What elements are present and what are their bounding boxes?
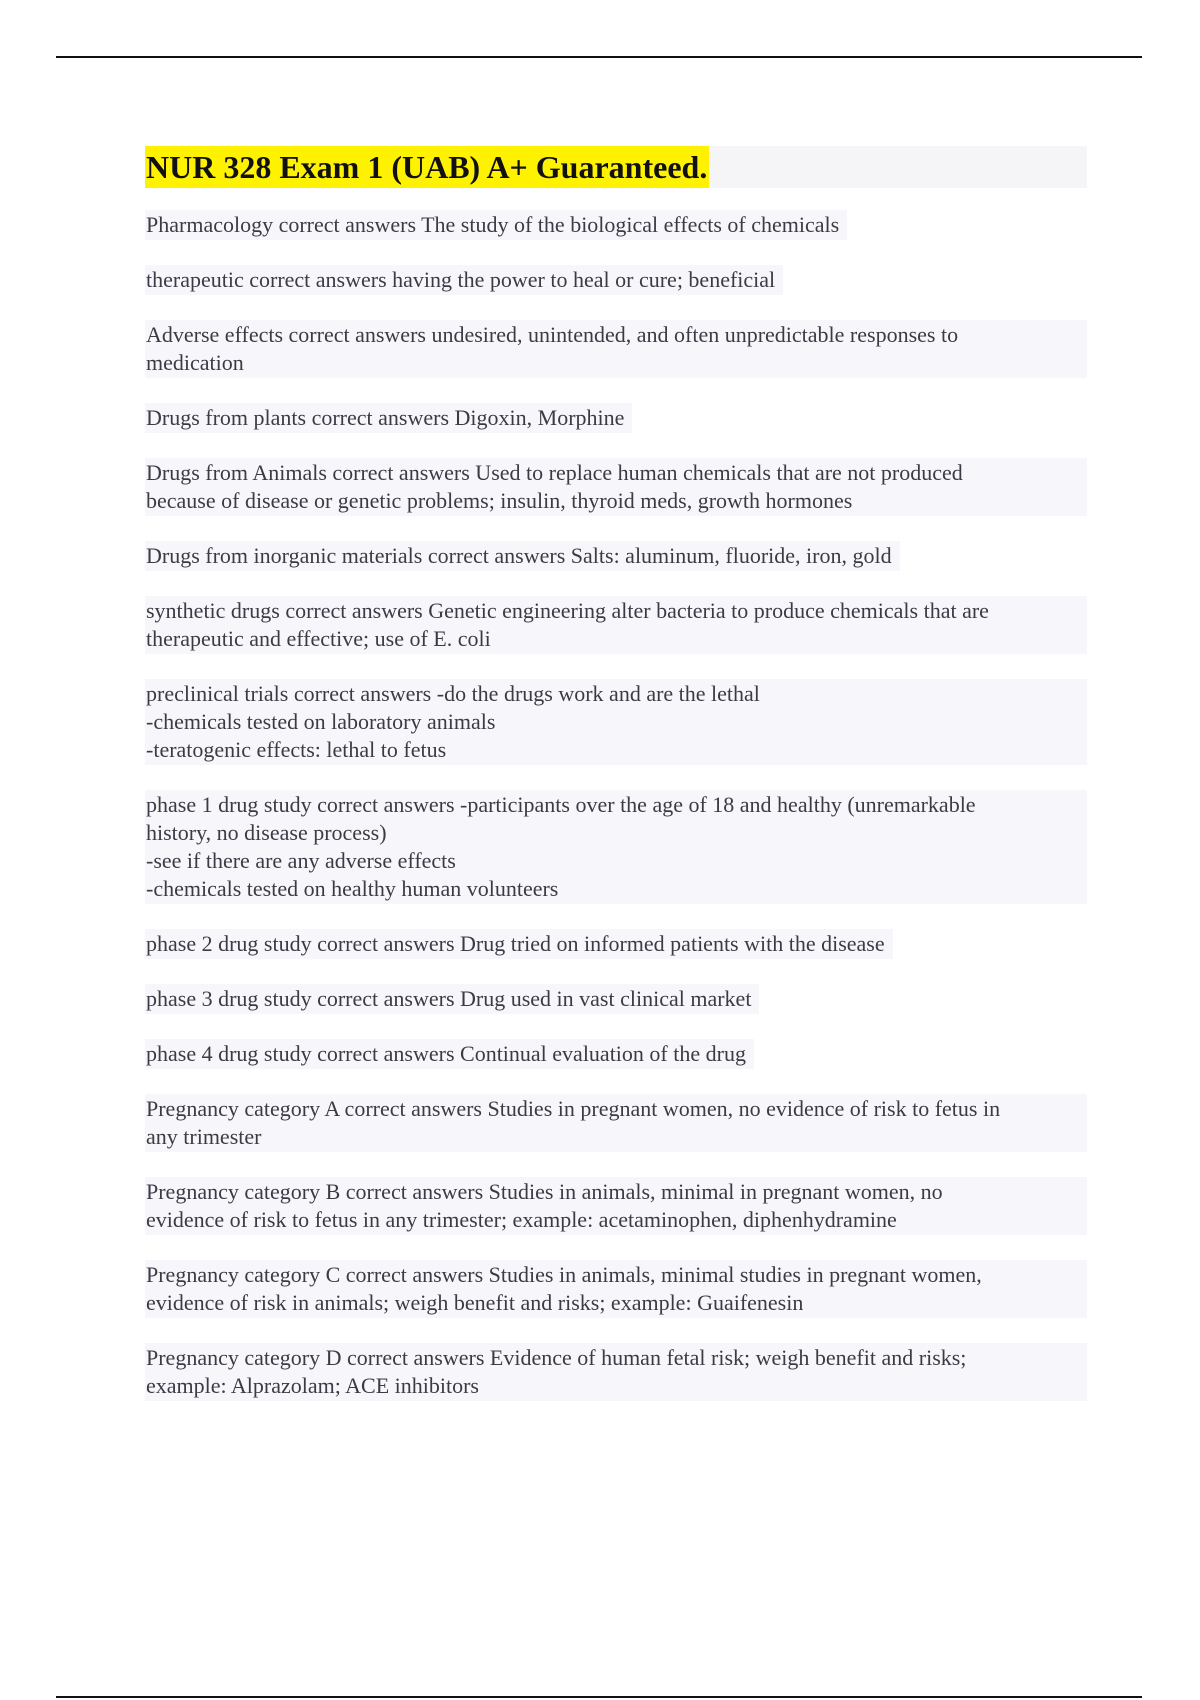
entry-item — [145, 1039, 1087, 1094]
entry-line: phase 3 drug study correct answers Drug used in vast clinical market — [146, 986, 752, 1011]
entry-line: Pregnancy category A correct answers Studies in pregnant women, no evidence of risk to fetus in — [146, 1096, 1001, 1121]
entry-text — [145, 596, 1087, 654]
entry-text — [145, 679, 1087, 765]
entry-line: Pregnancy category B correct answers Studies in animals, minimal in pregnant women, no — [146, 1179, 943, 1204]
entry-line: evidence of risk in animals; weigh benefit and risks; example: Guaifenesin — [146, 1290, 804, 1315]
entry-line: -see if there are any adverse effects — [146, 848, 456, 873]
entry-text — [145, 1260, 1087, 1318]
entry-item — [145, 1094, 1087, 1177]
entry-text — [145, 984, 759, 1014]
entry-line: Pregnancy category C correct answers Studies in animals, minimal studies in pregnant women, — [146, 1262, 982, 1287]
entry-item — [145, 929, 1087, 984]
entry-list — [145, 210, 1087, 1426]
entry-item — [145, 210, 1087, 265]
entry-text — [145, 1343, 1087, 1401]
entry-text — [145, 541, 900, 571]
entry-line: any trimester — [146, 1124, 262, 1149]
entry-text — [145, 458, 1087, 516]
entry-line: Pregnancy category D correct answers Evidence of human fetal risk; weigh benefit and risks; — [146, 1345, 967, 1370]
top-rule — [56, 56, 1142, 58]
entry-item — [145, 790, 1087, 929]
entry-text — [145, 1177, 1087, 1235]
title-band — [145, 146, 1087, 188]
entry-item — [145, 1343, 1087, 1426]
entry-line: -teratogenic effects: lethal to fetus — [146, 737, 447, 762]
entry-line: synthetic drugs correct answers Genetic engineering alter bacteria to produce chemicals that are — [146, 598, 989, 623]
entry-line: medication — [146, 350, 244, 375]
entry-line: preclinical trials correct answers -do the drugs work and are the lethal — [146, 681, 760, 706]
entry-line: -chemicals tested on laboratory animals — [146, 709, 496, 734]
document-body — [145, 146, 1087, 1426]
entry-item — [145, 265, 1087, 320]
entry-item — [145, 320, 1087, 403]
entry-line: therapeutic and effective; use of E. coli — [146, 626, 491, 651]
entry-item — [145, 541, 1087, 596]
entry-item — [145, 403, 1087, 458]
entry-item — [145, 458, 1087, 541]
entry-line: evidence of risk to fetus in any trimester; example: acetaminophen, diphenhydramine — [146, 1207, 897, 1232]
entry-line: history, no disease process) — [146, 820, 387, 845]
entry-line: because of disease or genetic problems; insulin, thyroid meds, growth hormones — [146, 488, 853, 513]
entry-line: phase 1 drug study correct answers -participants over the age of 18 and healthy (unremarkable — [146, 792, 976, 817]
entry-text — [145, 210, 847, 240]
entry-line: Drugs from Animals correct answers Used to replace human chemicals that are not produced — [146, 460, 963, 485]
entry-line: -chemicals tested on healthy human volunteers — [146, 876, 559, 901]
entry-line: phase 2 drug study correct answers Drug tried on informed patients with the disease — [146, 931, 885, 956]
entry-text — [145, 403, 632, 433]
bottom-rule — [56, 1696, 1142, 1698]
entry-text — [145, 790, 1087, 904]
entry-item — [145, 596, 1087, 679]
entry-item — [145, 1177, 1087, 1260]
entry-line: Drugs from inorganic materials correct answers Salts: aluminum, fluoride, iron, gold — [146, 543, 892, 568]
entry-text — [145, 265, 783, 295]
entry-item — [145, 679, 1087, 790]
entry-line: Drugs from plants correct answers Digoxin, Morphine — [146, 405, 625, 430]
entry-item — [145, 984, 1087, 1039]
entry-item — [145, 1260, 1087, 1343]
entry-text — [145, 929, 893, 959]
entry-line: Pharmacology correct answers The study of the biological effects of chemicals — [146, 212, 840, 237]
entry-line: therapeutic correct answers having the power to heal or cure; beneficial — [146, 267, 776, 292]
entry-text — [145, 1039, 754, 1069]
entry-text — [145, 320, 1087, 378]
document-title: NUR 328 Exam 1 (UAB) A+ Guaranteed. — [145, 146, 709, 188]
entry-line: example: Alprazolam; ACE inhibitors — [146, 1373, 479, 1398]
entry-line: Adverse effects correct answers undesired, unintended, and often unpredictable responses to — [146, 322, 959, 347]
entry-text — [145, 1094, 1087, 1152]
entry-line: phase 4 drug study correct answers Continual evaluation of the drug — [146, 1041, 746, 1066]
